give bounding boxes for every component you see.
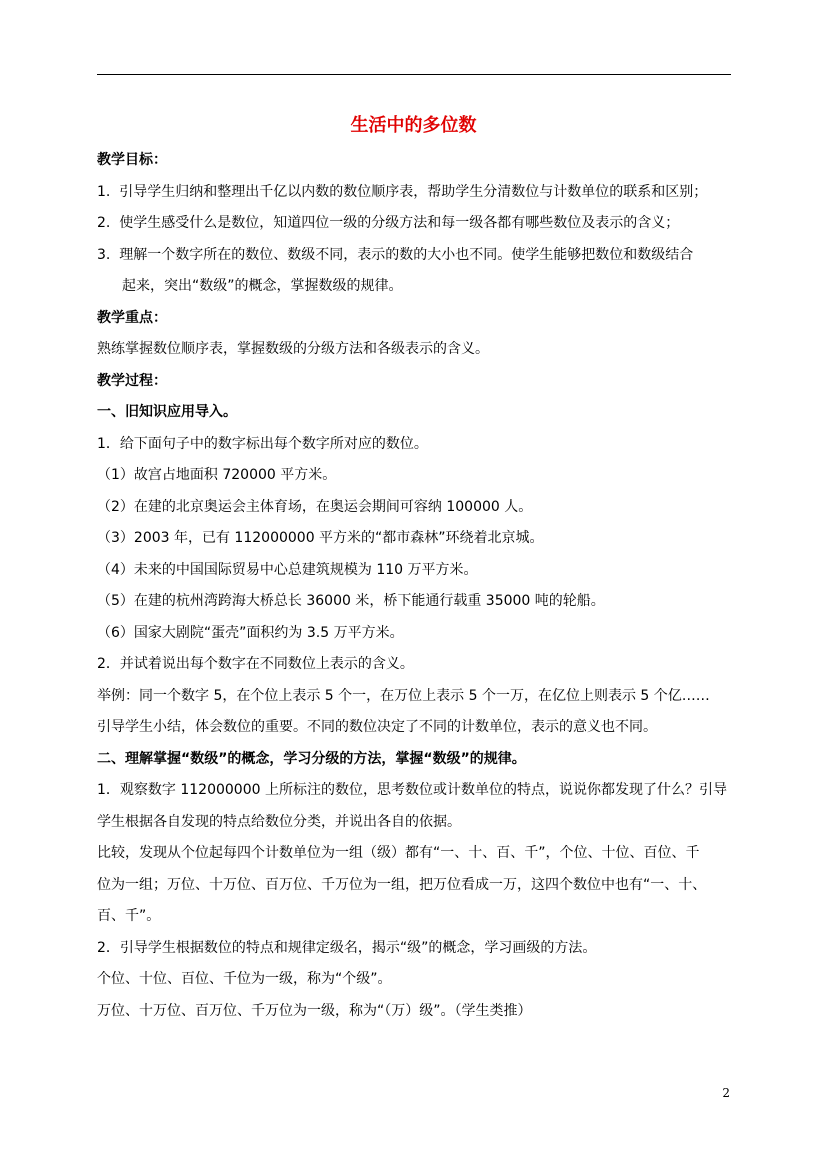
- objective-item-2: [97, 208, 734, 240]
- key-points-text: 熟练掌握数位顺序表，掌握数级的分级方法和各级表示的含义。: [97, 341, 489, 357]
- example-item: （2）在建的北京奥运会主体育场，在奥运会期间可容纳 100000 人。: [97, 498, 533, 515]
- section2-paragraph-2-line-3: 百、千”。: [97, 908, 161, 924]
- process-heading: 教学过程：: [97, 372, 167, 389]
- section2-paragraph-3: 2．引导学生根据数位的特点和规律定级名，揭示“级”的概念，学习画级的方法。: [97, 939, 597, 956]
- section2-paragraph-2-line-2: 位为一组；万位、十万位、百万位、千万位为一组，把万位看成一万，这四个数位中也有“一、十、: [97, 876, 707, 893]
- document-title: 生活中的多位数: [350, 115, 477, 136]
- objective-number: 3.: [97, 246, 111, 263]
- key-points-heading: 教学重点：: [97, 309, 167, 326]
- example-item: （1）故宫占地面积 720000 平方米。: [97, 467, 337, 483]
- objective-text: 引导学生归纳和整理出千亿以内数的数位顺序表，帮助学生分清数位与计数单位的联系和区别；: [119, 183, 708, 200]
- header-rule: [97, 74, 731, 75]
- section2-paragraph-5: 万位、十万位、百万位、千万位为一级，称为“（万）级”。（学生类推）: [97, 1002, 532, 1019]
- document-body: [97, 145, 734, 1027]
- section1-heading: 一、旧知识应用导入。: [97, 404, 237, 420]
- objectives-heading: 教学目标：: [97, 152, 167, 168]
- objective-text: 使学生感受什么是数位，知道四位一级的分级方法和每一级各都有哪些数位及表示的含义；: [119, 215, 680, 231]
- section2-paragraph-1-line-2: 学生根据各自发现的特点给数位分类，并说出各自的依据。: [97, 813, 461, 830]
- objective-number: 1.: [97, 183, 111, 200]
- section2-paragraph-1-line-1: 1．观察数字 112000000 上所标注的数位，思考数位或计数单位的特点，说说你都发现了什么？引导: [97, 782, 727, 798]
- objective-text: 理解一个数字所在的数位、数级不同，表示的数的大小也不同。使学生能够把数位和数级结合: [119, 246, 694, 263]
- objective-item-3: [97, 240, 734, 272]
- objective-item-3-continuation: 起来，突出“数级”的概念，掌握数级的规律。: [122, 278, 403, 294]
- example-item: （5）在建的杭州湾跨海大桥总长 36000 米，桥下能通行载重 35000 吨的轮船。: [97, 593, 605, 609]
- page-number: 2: [722, 1086, 730, 1100]
- example-item: （6）国家大剧院“蛋壳”面积约为 3.5 万平方米。: [97, 624, 404, 641]
- section2-paragraph-2-line-1: 比较，发现从个位起每四个计数单位为一组（级）都有“一、十、百、千”，个位、十位、百位、千: [97, 845, 700, 861]
- example-item: （4）未来的中国国际贸易中心总建筑规模为 110 万平方米。: [97, 561, 478, 578]
- section1-step1: 1．给下面句子中的数字标出每个数字所对应的数位。: [97, 435, 428, 452]
- section1-summary: 引导学生小结，体会数位的重要。不同的数位决定了不同的计数单位，表示的意义也不同。: [97, 719, 657, 735]
- example-line: 举例：同一个数字 5，在个位上表示 5 个一，在万位上表示 5 个一万，在亿位上则表示 5 个亿……: [97, 687, 710, 704]
- section2-heading: 二、理解掌握“数级”的概念，学习分级的方法，掌握“数级”的规律。: [97, 750, 526, 767]
- objective-number: 2.: [97, 215, 111, 231]
- example-item: （3）2003 年，已有 112000000 平方米的“都市森林”环绕着北京城。: [97, 530, 544, 546]
- section1-step2: 2．并试着说出每个数字在不同数位上表示的含义。: [97, 656, 414, 672]
- objective-item-1: [97, 177, 734, 209]
- section2-paragraph-4: 个位、十位、百位、千位为一级，称为“个级”。: [97, 971, 392, 987]
